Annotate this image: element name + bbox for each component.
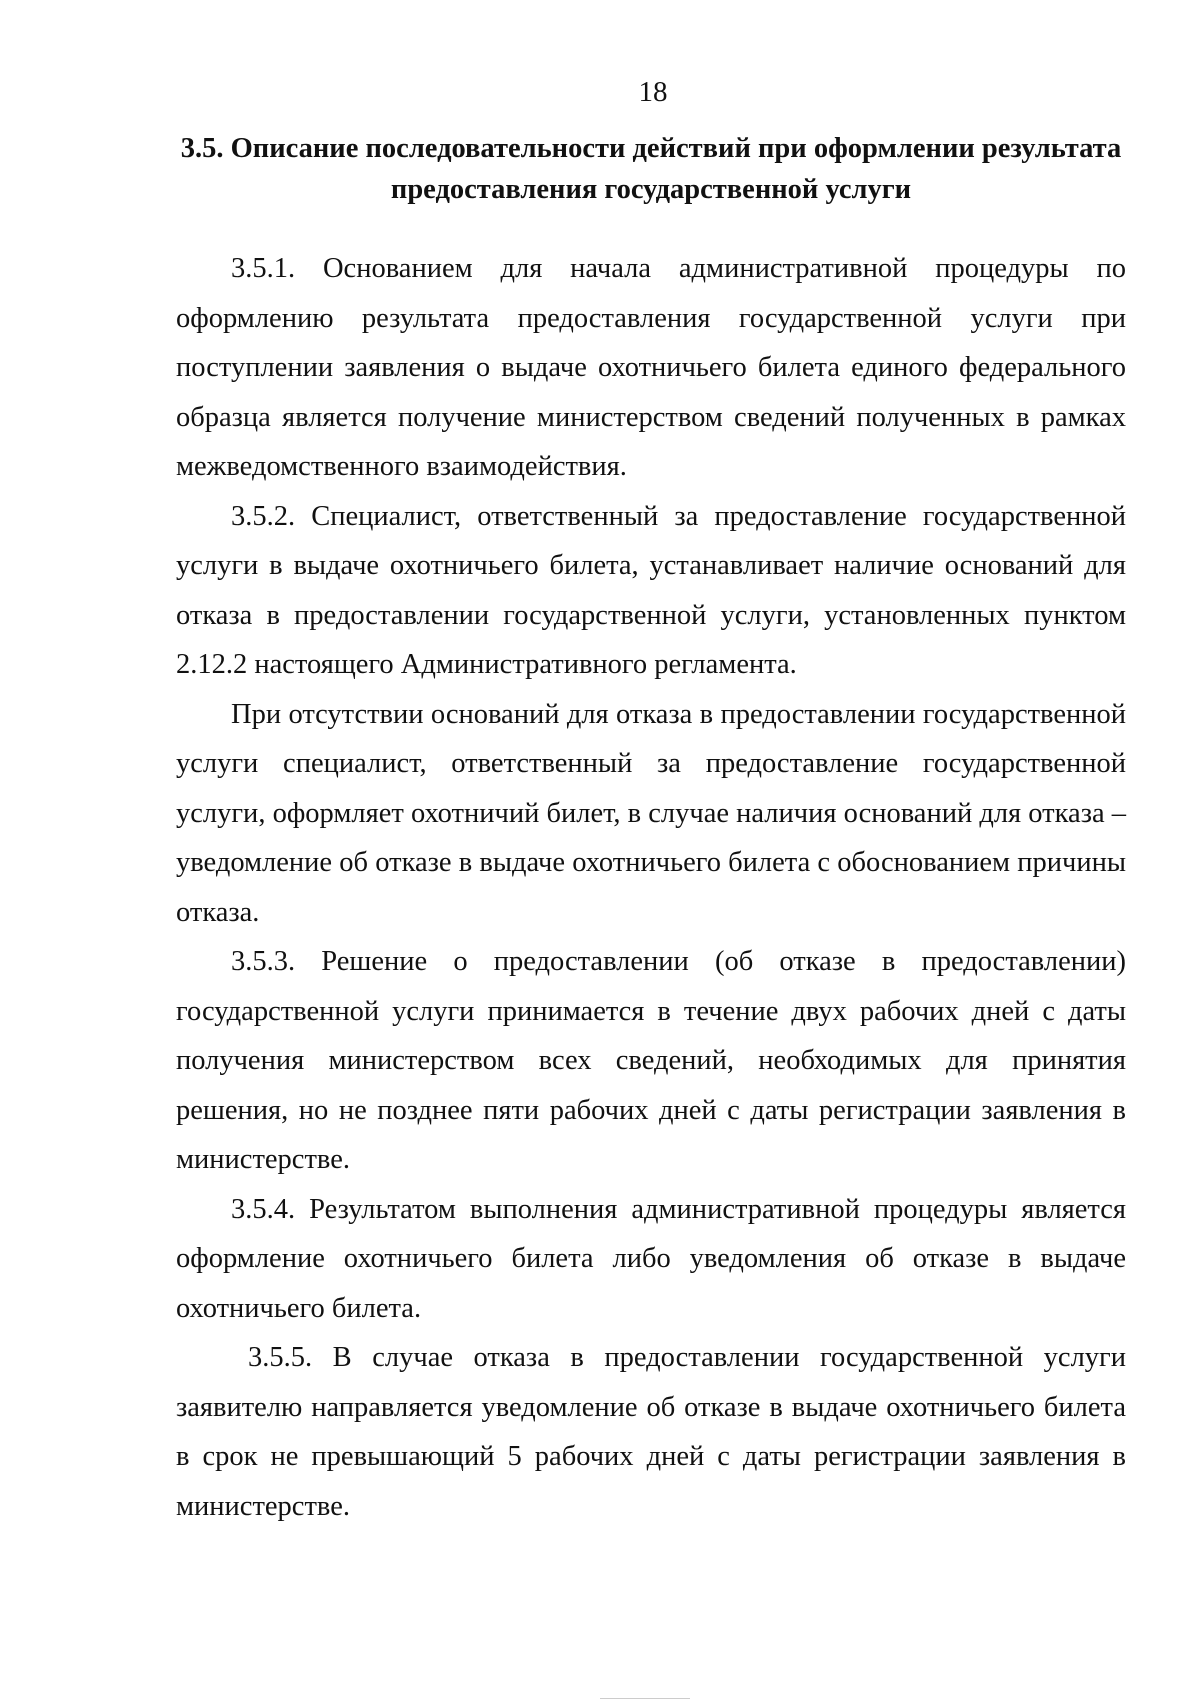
- scan-artifact-line: [600, 1698, 690, 1699]
- page-number: 18: [638, 76, 668, 108]
- paragraph-3-5-3: 3.5.3. Решение о предоставлении (об отказе в предоставлении) государственной услуги принимается в течение двух рабочих дней с даты получения министерством всех сведений, необходимых для принятия решения, но не позднее пяти рабочих дней с даты регистрации заявления в министерстве.: [176, 946, 1126, 1175]
- paragraph-3-5-4: 3.5.4. Результатом выполнения административной процедуры является оформление охотничьего билета либо уведомления об отказе в выдаче охотничьего билета.: [176, 1193, 1126, 1324]
- body-text: [176, 244, 1126, 1531]
- section-heading: 3.5. Описание последовательности действий при оформлении результата предоставления государственной услуги: [180, 133, 1122, 205]
- paragraph-3-5-5: 3.5.5. В случае отказа в предоставлении государственной услуги заявителю направляется уведомление об отказе в выдаче охотничьего билета в срок не превышающий 5 рабочих дней с даты регистрации заявления в министерстве.: [176, 1342, 1126, 1522]
- paragraph-no-grounds: При отсутствии оснований для отказа в предоставлении государственной услуги специалист, ответственный за предоставление государственной услуги, оформляет охотничий билет, в случае наличия оснований для отказа – уведомление об отказе в выдаче охотничьего билета с обоснованием причины отказа.: [176, 698, 1126, 928]
- paragraph-3-5-1: 3.5.1. Основанием для начала административной процедуры по оформлению результата предоставления государственной услуги при поступлении заявления о выдаче охотничьего билета единого федерального образца является получение министерством сведений полученных в рамках межведомственного взаимодействия.: [176, 253, 1126, 482]
- paragraph-3-5-2: 3.5.2. Специалист, ответственный за предоставление государственной услуги в выдаче охотничьего билета, устанавливает наличие оснований для отказа в предоставлении государственной услуги, установленных пунктом 2.12.2 настоящего Административного регламента.: [176, 500, 1126, 680]
